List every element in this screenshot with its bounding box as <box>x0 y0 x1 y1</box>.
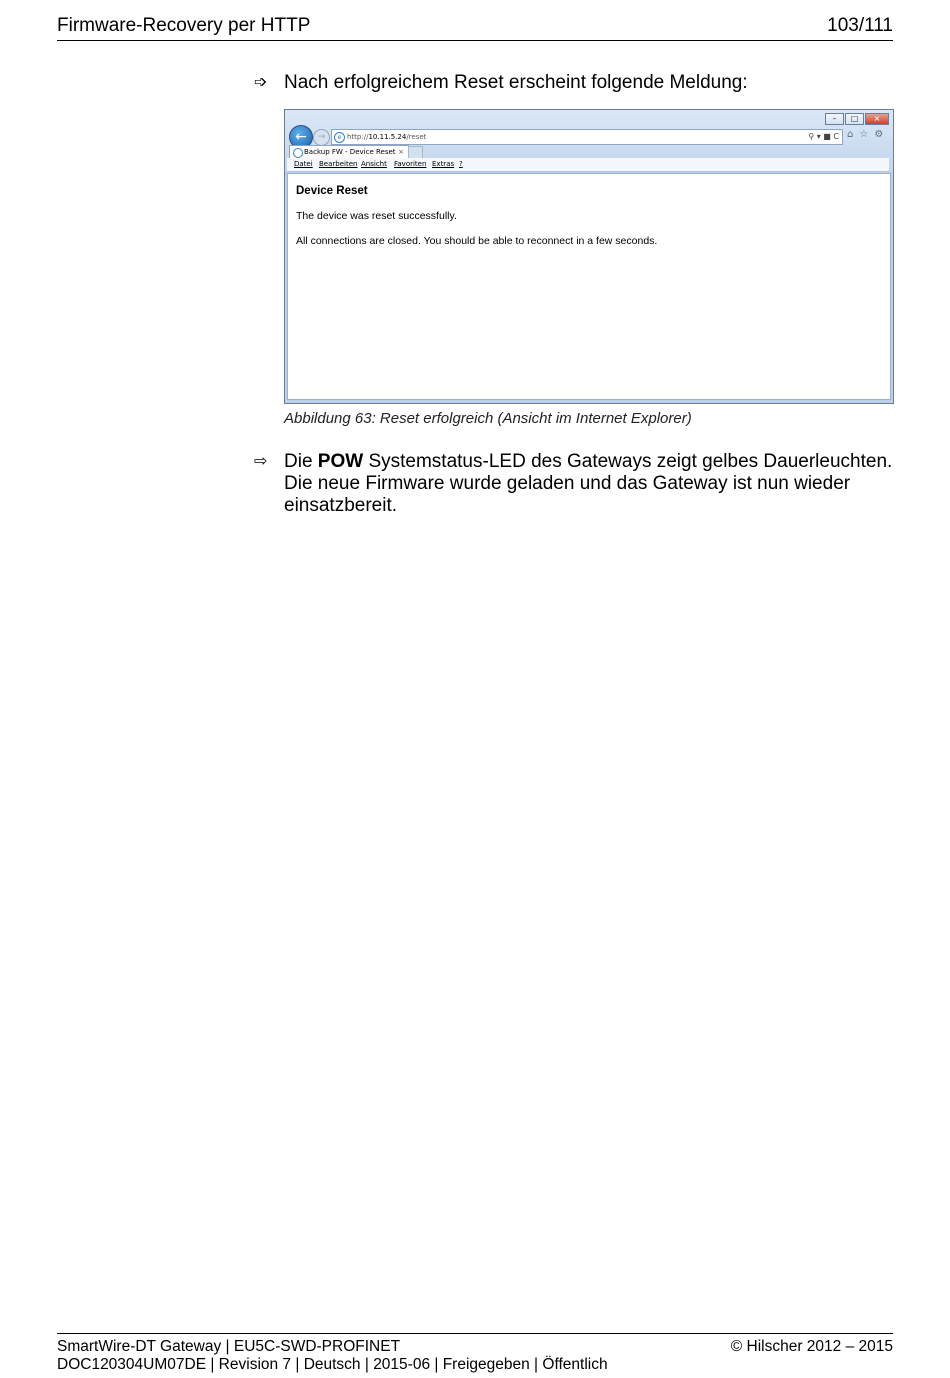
minimize-icon: – <box>825 113 844 125</box>
menu-extras: Extras <box>432 160 455 168</box>
footer-document-info: DOC120304UM07DE | Revision 7 | Deutsch | 2015-06 | Freigegeben | Öffentlich <box>57 1356 608 1373</box>
result-arrow-icon: ➩ <box>254 74 268 91</box>
close-icon: × <box>865 113 889 125</box>
tab-close-icon: × <box>398 148 404 156</box>
step-text: Die POW Systemstatus-LED des Gateways zeigt gelbes Dauerleuchten. Die neue Firmware wurde geladen und das Gateway ist nun wieder einsatzbereit. <box>284 451 893 516</box>
favorites-star-icon: ☆ <box>859 129 869 140</box>
menu-ansicht: Ansicht <box>361 160 387 168</box>
ie-logo-icon: e <box>334 132 345 143</box>
browser-chrome <box>285 110 893 172</box>
reset-success-text: The device was reset successfully. <box>296 210 457 222</box>
home-icon: ⌂ <box>847 129 854 140</box>
back-arrow-icon: ← <box>289 125 313 149</box>
menu-bearbeiten: Bearbeiten <box>319 160 358 168</box>
menu-datei: Datei <box>294 160 313 168</box>
menu-help: ? <box>459 160 463 168</box>
step-text: Nach erfolgreichem Reset erscheint folgende Meldung: <box>284 72 748 93</box>
tab-title: Backup FW - Device Reset <box>304 148 396 156</box>
header-title: Firmware-Recovery per HTTP <box>57 15 311 36</box>
page-number: 103/111 <box>827 15 893 36</box>
browser-screenshot <box>284 109 894 404</box>
settings-gear-icon: ⚙ <box>874 129 884 140</box>
forward-arrow-icon: → <box>313 129 330 146</box>
footer-product: SmartWire-DT Gateway | EU5C-SWD-PROFINET <box>57 1338 401 1355</box>
device-reset-title: Device Reset <box>296 185 368 197</box>
browser-viewport <box>287 173 891 400</box>
tab-ie-icon <box>293 148 303 158</box>
pow-label: POW <box>317 451 364 472</box>
page-header <box>57 14 893 41</box>
window-controls <box>825 113 889 125</box>
address-bar <box>331 129 843 145</box>
footer-copyright: © Hilscher 2012 – 2015 <box>730 1338 893 1355</box>
toolbar-icons <box>847 129 883 140</box>
address-url: http://10.11.5.24/reset <box>347 133 427 141</box>
browser-tab <box>289 145 409 159</box>
browser-menubar <box>287 158 889 172</box>
address-tools-icons: ⚲ ▾ ■ C <box>808 132 839 141</box>
menu-favoriten: Favoriten <box>394 160 427 168</box>
figure-caption: Abbildung 63: Reset erfolgreich (Ansicht im Internet Explorer) <box>284 410 692 427</box>
maximize-icon: □ <box>845 113 864 125</box>
result-arrow-icon: ⇨ <box>254 453 268 470</box>
page-footer <box>57 1333 893 1373</box>
connections-closed-text: All connections are closed. You should be able to reconnect in a few seconds. <box>296 235 658 247</box>
